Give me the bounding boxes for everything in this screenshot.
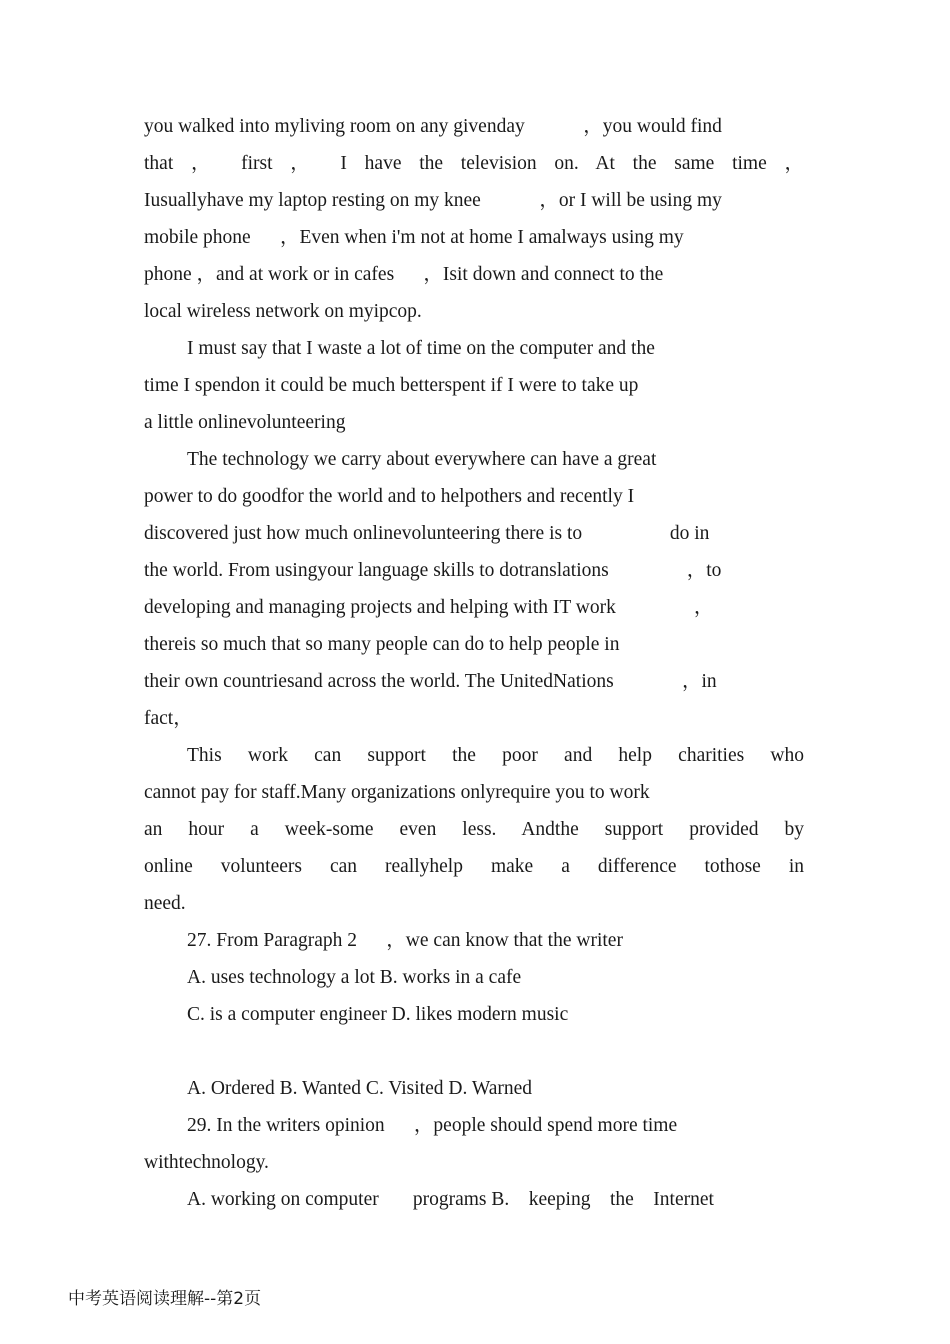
question-27-stem: 27. From Paragraph 2 ，we can know that the writer [187, 930, 623, 951]
question-28-options: A. Ordered B. Wanted C. Visited D. Warned [187, 1078, 533, 1099]
paragraph-line: need. [144, 893, 186, 914]
paragraph-line: the world. From usingyour language skills to dotranslations ，to [144, 560, 722, 581]
paragraph-line: I must say that I waste a lot of time on the computer and the [187, 338, 655, 359]
paragraph-line: online volunteers can reallyhelp make a difference tothose in [144, 856, 804, 877]
question-27-options-ab: A. uses technology a lot B. works in a cafe [187, 967, 522, 988]
question-27-options-cd: C. is a computer engineer D. likes modern music [187, 1004, 569, 1025]
paragraph-line: their own countriesand across the world. The UnitedNations ，in [144, 671, 717, 692]
paragraph-line: that ， first ， I have the television on. At the same time ， [144, 153, 804, 174]
paragraph-line: local wireless network on myipcop. [144, 301, 422, 322]
paragraph-line: mobile phone ，Even when i'm not at home I amalways using my [144, 227, 684, 248]
paragraph-line: phone ，and at work or in cafes ，Isit down and connect to the [144, 264, 664, 285]
paragraph-line: The technology we carry about everywhere can have a great [187, 449, 657, 470]
paragraph-line: fact， [144, 708, 193, 729]
page-footer: 中考英语阅读理解--第2页 [68, 1289, 262, 1309]
paragraph-line: power to do goodfor the world and to helpothers and recently I [144, 486, 635, 507]
paragraph-line: discovered just how much onlinevolunteering there is to do in [144, 523, 710, 544]
paragraph-line: developing and managing projects and helping with IT work ， [144, 597, 714, 618]
question-29-stem: 29. In the writers opinion ，people should spend more time [187, 1115, 678, 1136]
paragraph-line: cannot pay for staff.Many organizations onlyrequire you to work [144, 782, 650, 803]
paragraph-line: thereis so much that so many people can do to help people in [144, 634, 620, 655]
question-29-stem-continued: withtechnology. [144, 1152, 269, 1173]
paragraph-line: a little onlinevolunteering [144, 412, 346, 433]
paragraph-line: you walked into myliving room on any givenday ，you would find [144, 116, 722, 137]
question-29-options: A. working on computer programs B. keeping the Internet [187, 1189, 714, 1210]
paragraph-line: an hour a week-some even less. Andthe support provided by [144, 819, 804, 840]
paragraph-line: time I spendon it could be much betterspent if I were to take up [144, 375, 639, 396]
paragraph-line: Iusuallyhave my laptop resting on my knee ，or I will be using my [144, 190, 722, 211]
paragraph-line: This work can support the poor and help charities who [187, 745, 804, 766]
